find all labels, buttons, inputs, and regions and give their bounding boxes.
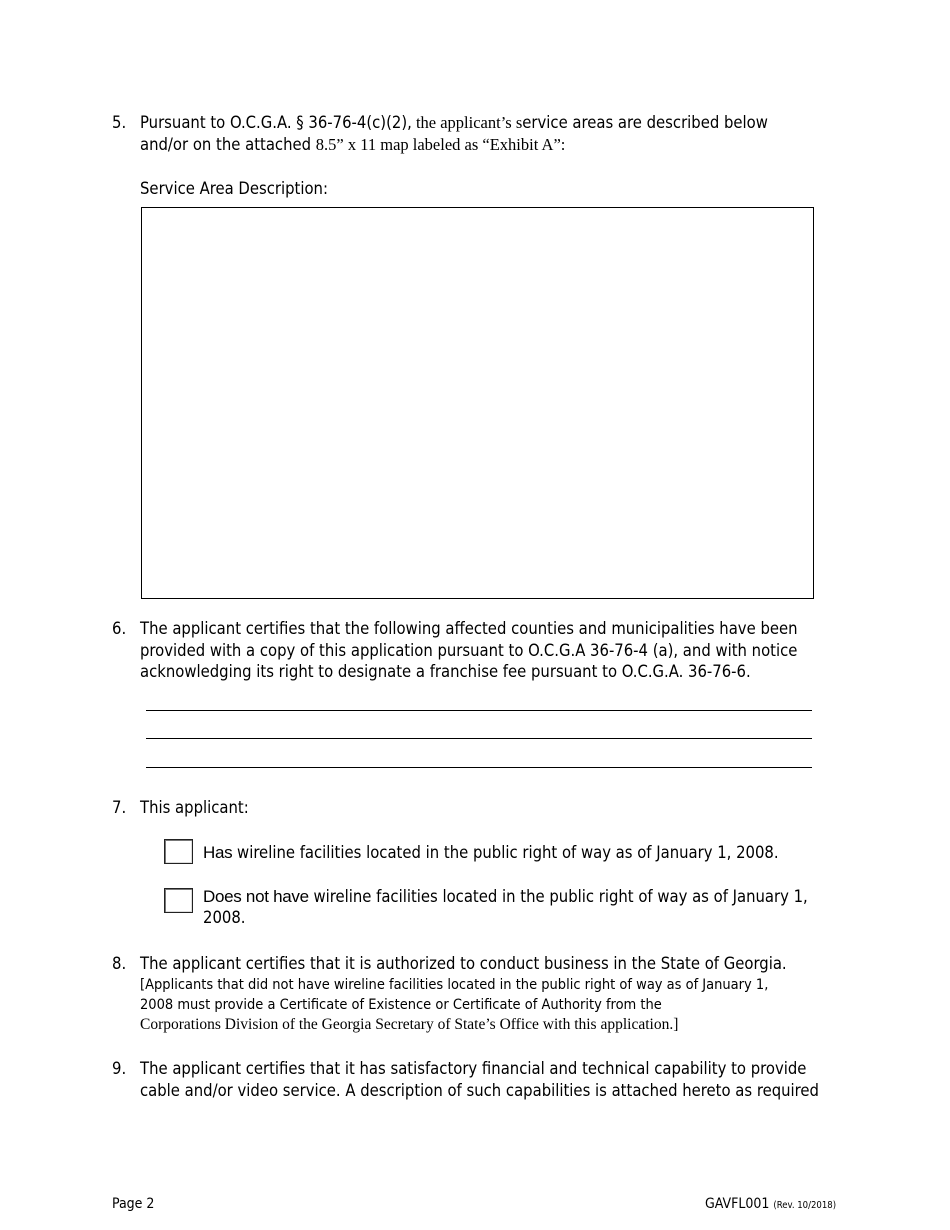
form-code: GAVFL001 — [705, 1196, 770, 1212]
municipality-line-1[interactable] — [146, 710, 812, 711]
has-facilities-checkbox[interactable] — [164, 839, 193, 864]
item-number: 9. — [112, 1059, 127, 1078]
item-5-line2: and/or on the attached — [140, 134, 316, 154]
exhibit-a-reference: 8.5” x 11 map labeled as “Exhibit A”: — [315, 134, 566, 154]
service-area-label: Service Area Description: — [140, 179, 328, 198]
option-text: wireline facilities located in the public right of way as of January 1, 2008. — [203, 887, 808, 927]
statute-reference: Pursuant to O.C.G.A. § 36-76-4(c)(2), — [140, 113, 412, 132]
item-7-text: This applicant: — [140, 798, 249, 817]
item-number: 6. — [112, 619, 127, 638]
item-5-text-rest: ervice areas are described below — [522, 113, 768, 132]
item-6-text: The applicant certifies that the following affected counties and municipalities have been provided with a copy of this application pursuant to O.C.G.A 36-76-4 (a), and with notice acknowledging its right to designate a franchise fee pursuant to O.C.G.A. 36-76-6. — [140, 619, 798, 681]
option-lead: Has — [203, 843, 233, 862]
does-not-have-facilities-checkbox[interactable] — [164, 888, 193, 913]
municipality-line-2[interactable] — [146, 738, 812, 739]
item-9-text: The applicant certifies that it has satisfactory financial and technical capability to provide cable and/or video service. A description of such capabilities is attached hereto as required — [140, 1059, 819, 1100]
item-8-text — [140, 953, 832, 1035]
item-5-text-serif: the applicant’s s — [411, 113, 523, 132]
form-revision: (Rev. 10/2018) — [773, 1200, 837, 1211]
item-number: 7. — [112, 798, 127, 817]
service-area-description-field[interactable] — [141, 207, 814, 599]
form-id — [705, 1196, 836, 1212]
option-text: wireline facilities located in the public right of way as of January 1, 2008. — [232, 843, 779, 862]
option-lead: Does not have — [203, 887, 309, 906]
item-8-statement: The applicant certifies that it is authorized to conduct business in the State of Georgia. — [140, 954, 787, 973]
has-facilities-label — [203, 842, 828, 863]
item-8-note-serif: Corporations Division of the Georgia Secretary of State’s Office with this application.] — [140, 1015, 679, 1033]
municipality-line-3[interactable] — [146, 767, 812, 768]
item-8-note: [Applicants that did not have wireline facilities located in the public right of way as of January 1, 2008 must provide a Certificate of Existence or Certificate of Authority from the — [140, 976, 769, 1013]
item-5-text — [140, 112, 832, 155]
page-number: Page 2 — [112, 1196, 155, 1212]
item-number: 5. — [112, 113, 127, 132]
does-not-have-facilities-label — [203, 886, 828, 928]
item-number: 8. — [112, 954, 127, 973]
